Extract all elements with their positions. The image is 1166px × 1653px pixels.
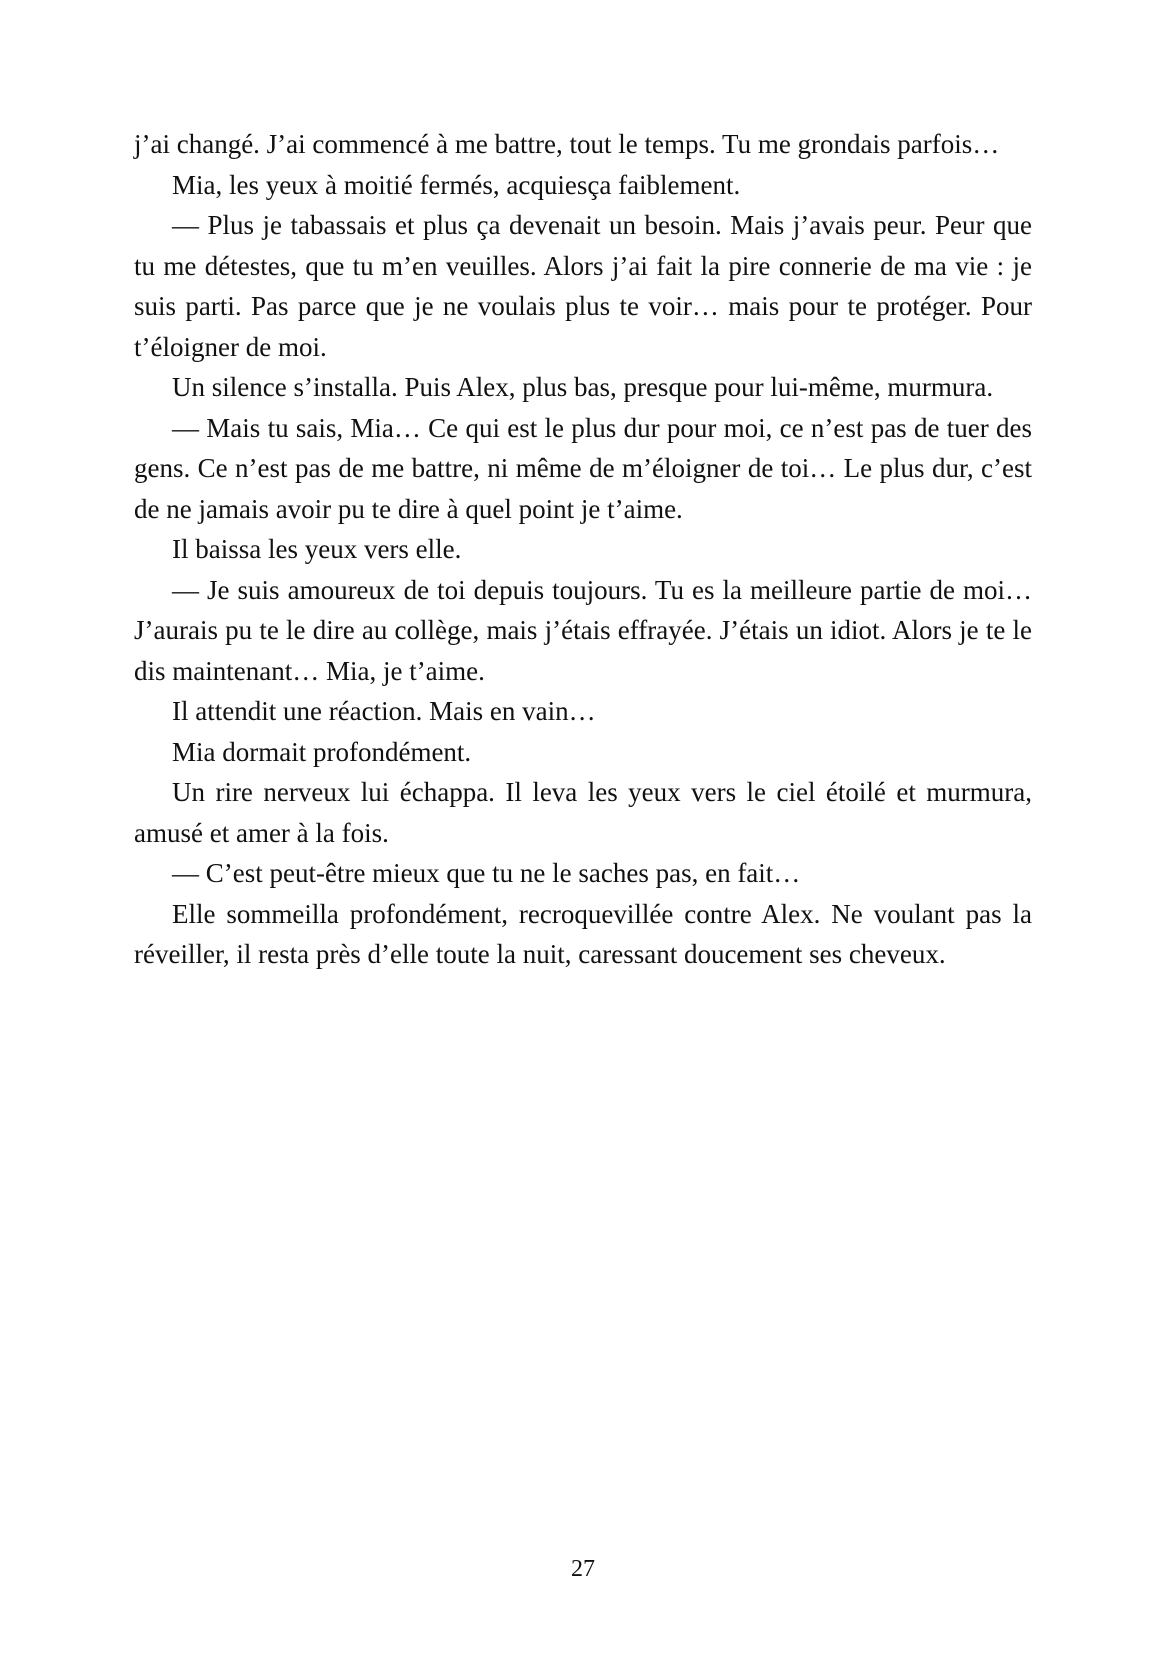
paragraph: Un rire nerveux lui échappa. Il leva les yeux vers le ciel étoilé et murmura, amusé et amer à la fois. [134,777,1032,848]
paragraph: j’ai changé. J’ai commencé à me battre, tout le temps. Tu me grondais parfois… [134,129,1000,159]
paragraph: Il baissa les yeux vers elle. [172,534,462,564]
paragraph: — Plus je tabassais et plus ça devenait un besoin. Mais j’avais peur. Peur que tu me détestes, que tu m’en veuilles. Alors j’ai fait la pire connerie de ma vie : je suis parti. Pas parce que je ne voulais plus te voir… mais pour te protéger. Pour t’éloigner de moi. [134,210,1032,362]
page-number: 27 [571,1556,595,1582]
paragraph: — Je suis amoureux de toi depuis toujours. Tu es la meilleure partie de moi… J’aurais pu te le dire au collège, mais j’étais effrayée. J’étais un idiot. Alors je te le dis maintenant… Mia, je t’aime. [134,574,1032,686]
paragraph: Mia, les yeux à moitié fermés, acquiesça faiblement. [172,169,741,200]
paragraph: Un silence s’installa. Puis Alex, plus bas, presque pour lui-même, murmura. [172,372,994,402]
paragraph: Il attendit une réaction. Mais en vain… [172,696,596,726]
body-text [134,124,1032,975]
paragraph: Elle sommeilla profondément, recroquevillée contre Alex. Ne voulant pas la réveiller, il resta près d’elle toute la nuit, caressant doucement ses cheveux. [134,898,1032,969]
paragraph: — C’est peut-être mieux que tu ne le saches pas, en fait… [172,858,801,888]
paragraph: — Mais tu sais, Mia… Ce qui est le plus dur pour moi, ce n’est pas de tuer des gens. Ce n’est pas de me battre, ni même de m’éloigner de toi… Le plus dur, c’est de ne jamais avoir pu te dire à quel point je t’aime. [134,412,1032,524]
paragraph: Mia dormait profondément. [172,736,472,767]
